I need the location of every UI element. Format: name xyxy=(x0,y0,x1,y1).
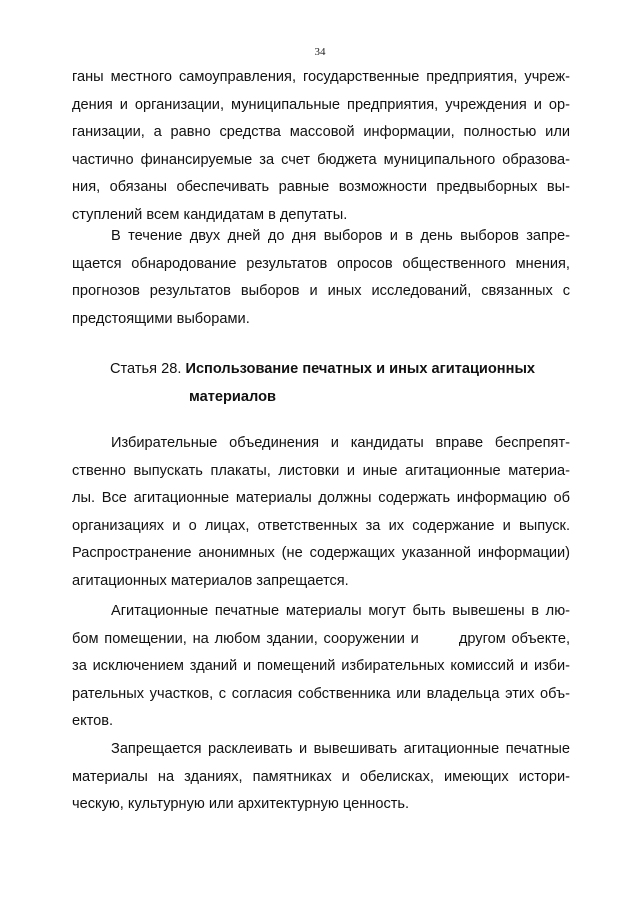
article-title-line-2: материалов xyxy=(189,388,276,405)
paragraph-line: ганы местного самоуправления, государственные предприятия, учреж- xyxy=(72,69,570,85)
paragraph-line: ганизации, а равно средства массовой информации, полностью или xyxy=(72,124,570,141)
article-number: Статья 28. xyxy=(110,361,182,377)
paragraph-line: ственно выпускать плакаты, листовки и иные агитационные материа- xyxy=(72,462,570,479)
paragraph-line: Распространение анонимных (не содержащих указанной информации) xyxy=(72,545,570,562)
paragraph-line: предстоящими выборами. xyxy=(72,310,250,327)
paragraph-line: агитационных материалов запрещается. xyxy=(72,572,349,589)
paragraph-line: ектов. xyxy=(72,713,114,730)
paragraph-4 xyxy=(72,598,570,736)
paragraph-line: Запрещается расклеивать и вывешивать агитационные печатные xyxy=(111,741,570,757)
paragraph-fragment: бом помещении, на любом здании, сооружении и xyxy=(72,630,419,647)
paragraph-line: Агитационные печатные материалы могут быть вывешены в лю- xyxy=(111,603,570,619)
paragraph-line: щается обнародование результатов опросов общественного мнения, xyxy=(72,255,570,272)
paragraph-line: за исключением зданий и помещений избирательных комиссий и изби- xyxy=(72,658,570,675)
paragraph-1 xyxy=(72,64,570,230)
paragraph-line: ния, обязаны обеспечивать равные возможности предвыборных вы- xyxy=(72,179,570,196)
paragraph-line: рательных участков, с согласия собственника или владельца этих объ- xyxy=(72,685,570,702)
paragraph-2 xyxy=(72,223,570,333)
paragraph-line: организациях и о лицах, ответственных за их содержание и выпуск. xyxy=(72,517,570,534)
article-heading xyxy=(110,356,535,411)
paragraph-line: прогнозов результатов выборов и иных исследований, связанных с xyxy=(72,283,570,300)
paragraph-line xyxy=(72,626,570,654)
page-number: 34 xyxy=(314,46,326,58)
paragraph-line: лы. Все агитационные материалы должны содержать информацию об xyxy=(72,490,570,507)
paragraph-line: частично финансируемые за счет бюджета муниципального образова- xyxy=(72,151,570,168)
paragraph-line: материалы на зданиях, памятниках и обелисках, имеющих истори- xyxy=(72,768,570,785)
paragraph-line: В течение двух дней до дня выборов и в день выборов запре- xyxy=(111,228,570,244)
paragraph-line: ступлений всем кандидатам в депутаты. xyxy=(72,206,348,223)
paragraph-3 xyxy=(72,430,570,596)
paragraph-5 xyxy=(72,736,570,819)
paragraph-line: дения и организации, муниципальные предприятия, учреждения и ор- xyxy=(72,96,570,113)
paragraph-fragment: другом объекте, xyxy=(458,630,570,647)
paragraph-line: ческую, культурную или архитектурную ценность. xyxy=(72,796,410,813)
article-title-line-1: Использование печатных и иных агитационных xyxy=(185,361,536,377)
paragraph-line: Избирательные объединения и кандидаты вправе беспрепят- xyxy=(111,435,570,451)
